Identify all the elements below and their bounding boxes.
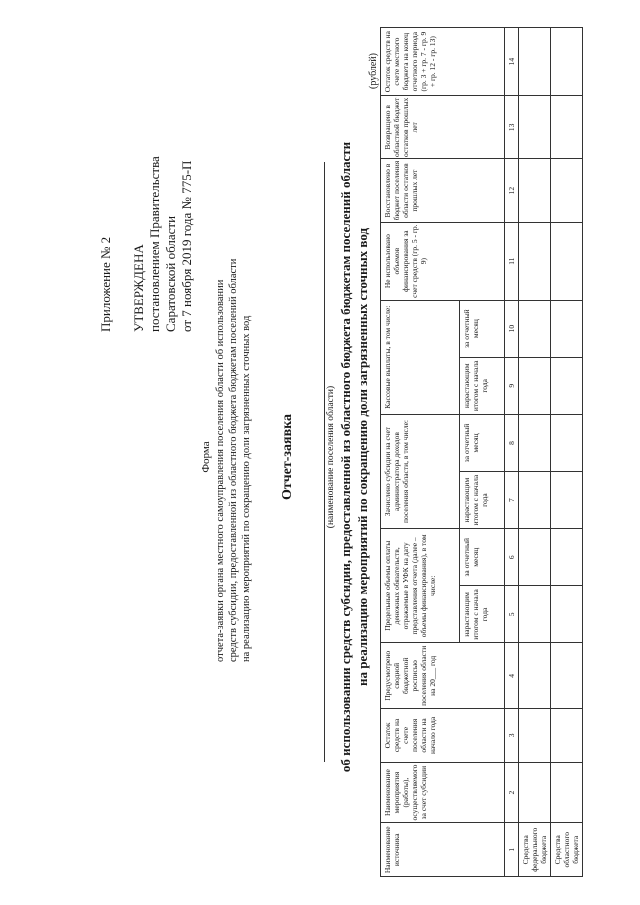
header-activity: Наименование мероприятия (работы), осуществляемого за счет субсидии: [381, 762, 505, 823]
column-number: 3: [505, 709, 519, 763]
document-subtitle: об использовании средств субсидии, предоставленной из областного бюджета бюджетам поселений области: [338, 141, 353, 773]
header-credited-subsidy: Зачислено субсидии на счет администратора доходов поселения области, в том числе:: [381, 414, 460, 528]
table-cell: [519, 159, 551, 222]
header-unused-financing: Не использовано объемов финансирования за счет средств (гр. 5 - гр. 9): [381, 222, 505, 300]
table-row-federal: [519, 28, 551, 877]
table-cell: [551, 28, 583, 96]
row-label-federal: Средства федерального бюджета: [519, 823, 551, 877]
rotated-document-page: [8, 22, 628, 892]
table-cell: [551, 643, 583, 709]
form-label: Форма: [200, 441, 212, 473]
subheader-cumulative: нарастающим итогом с начала года: [460, 586, 505, 643]
column-number: 14: [505, 28, 519, 96]
table-cell: [519, 28, 551, 96]
table-cell: [551, 709, 583, 763]
appendix-number: Приложение № 2: [98, 236, 113, 332]
form-description-line: на реализацию мероприятий по сокращению доли загрязненных сточных вод: [241, 315, 252, 662]
column-number: 9: [505, 357, 519, 414]
column-number: 4: [505, 643, 519, 709]
header-budget-plan: Предусмотрено сводной бюджетной росписью поселения области на 20___ год: [381, 643, 505, 709]
header-restored-balances: Восстановлено в бюджет поселения области остатков прошлых лет: [381, 159, 505, 222]
form-description-line: отчета-заявки органа местного самоуправления поселения области об использовании: [215, 279, 226, 662]
table-cell: [519, 762, 551, 823]
approval-block: [131, 156, 195, 332]
table-cell: [551, 96, 583, 159]
table-cell: [519, 300, 551, 357]
approval-line: постановлением Правительства: [147, 156, 162, 332]
approval-line: Саратовской области: [163, 215, 178, 332]
column-number: 8: [505, 414, 519, 471]
form-description-line: средств субсидии, предоставленной из областного бюджета бюджетам поселений области: [228, 258, 239, 662]
subheader-month: за отчетный месяц: [460, 529, 505, 586]
table-cell: [551, 414, 583, 471]
table-cell: [519, 472, 551, 529]
table-cell: [519, 529, 551, 586]
column-number: 10: [505, 300, 519, 357]
column-number: 5: [505, 586, 519, 643]
subheader-month: за отчетный месяц: [460, 414, 505, 471]
column-number: 12: [505, 159, 519, 222]
table-cell: [519, 586, 551, 643]
table-cell: [551, 222, 583, 300]
subheader-cumulative: нарастающим итогом с начала года: [460, 357, 505, 414]
column-number-row: [505, 28, 519, 877]
column-number: 1: [505, 823, 519, 877]
column-number: 6: [505, 529, 519, 586]
table-cell: [551, 762, 583, 823]
header-closing-balance: Остаток средств на счете местного бюджета на конец отчетного периода (гр. 3 + гр. 7 - гр. 9 + гр. 12 - гр. 13): [381, 28, 505, 96]
approval-heading: УТВЕРЖДЕНА: [131, 244, 146, 332]
report-table: [380, 27, 583, 877]
table-row-regional: [551, 28, 583, 877]
header-opening-balance: Остаток средств на счете поселения области на начало года: [381, 709, 505, 763]
table-cell: [551, 357, 583, 414]
table-cell: [551, 300, 583, 357]
header-source: Наименование источника: [381, 823, 505, 877]
table-cell: [519, 643, 551, 709]
header-cash-payments: Кассовые выплаты, в том числе:: [381, 300, 460, 414]
column-number: 13: [505, 96, 519, 159]
table-cell: [551, 472, 583, 529]
document-title: Отчет-заявка: [280, 413, 295, 501]
column-number: 2: [505, 762, 519, 823]
table-cell: [519, 709, 551, 763]
currency-unit: (рублей): [368, 52, 379, 89]
table-cell: [519, 96, 551, 159]
approval-line: от 7 ноября 2019 года № 775-П: [179, 160, 194, 332]
municipality-caption: (наименование поселения области): [326, 385, 336, 529]
table-cell: [519, 357, 551, 414]
form-description: [214, 42, 253, 662]
table-cell: [519, 222, 551, 300]
document-subtitle: на реализацию мероприятий по сокращению доли загрязненных сточных вод: [355, 227, 370, 687]
header-financing-limits: Предельные объемы оплаты денежных обязательств, отражаемые в УФК на дату представления отчета (далее – объемы финансирования), в том числе:: [381, 529, 460, 643]
row-label-regional: Средства областного бюджета: [551, 823, 583, 877]
table-cell: [519, 414, 551, 471]
subheader-month: за отчетный месяц: [460, 300, 505, 357]
table-cell: [551, 529, 583, 586]
column-number: 7: [505, 472, 519, 529]
table-cell: [551, 159, 583, 222]
table-header-row: [381, 28, 460, 877]
header-returned-balances: Возвращено в областной бюджет остатков прошлых лет: [381, 96, 505, 159]
subheader-cumulative: нарастающим итогом с начала года: [460, 472, 505, 529]
table-cell: [551, 586, 583, 643]
column-number: 11: [505, 222, 519, 300]
municipality-blank-line: [324, 162, 325, 762]
